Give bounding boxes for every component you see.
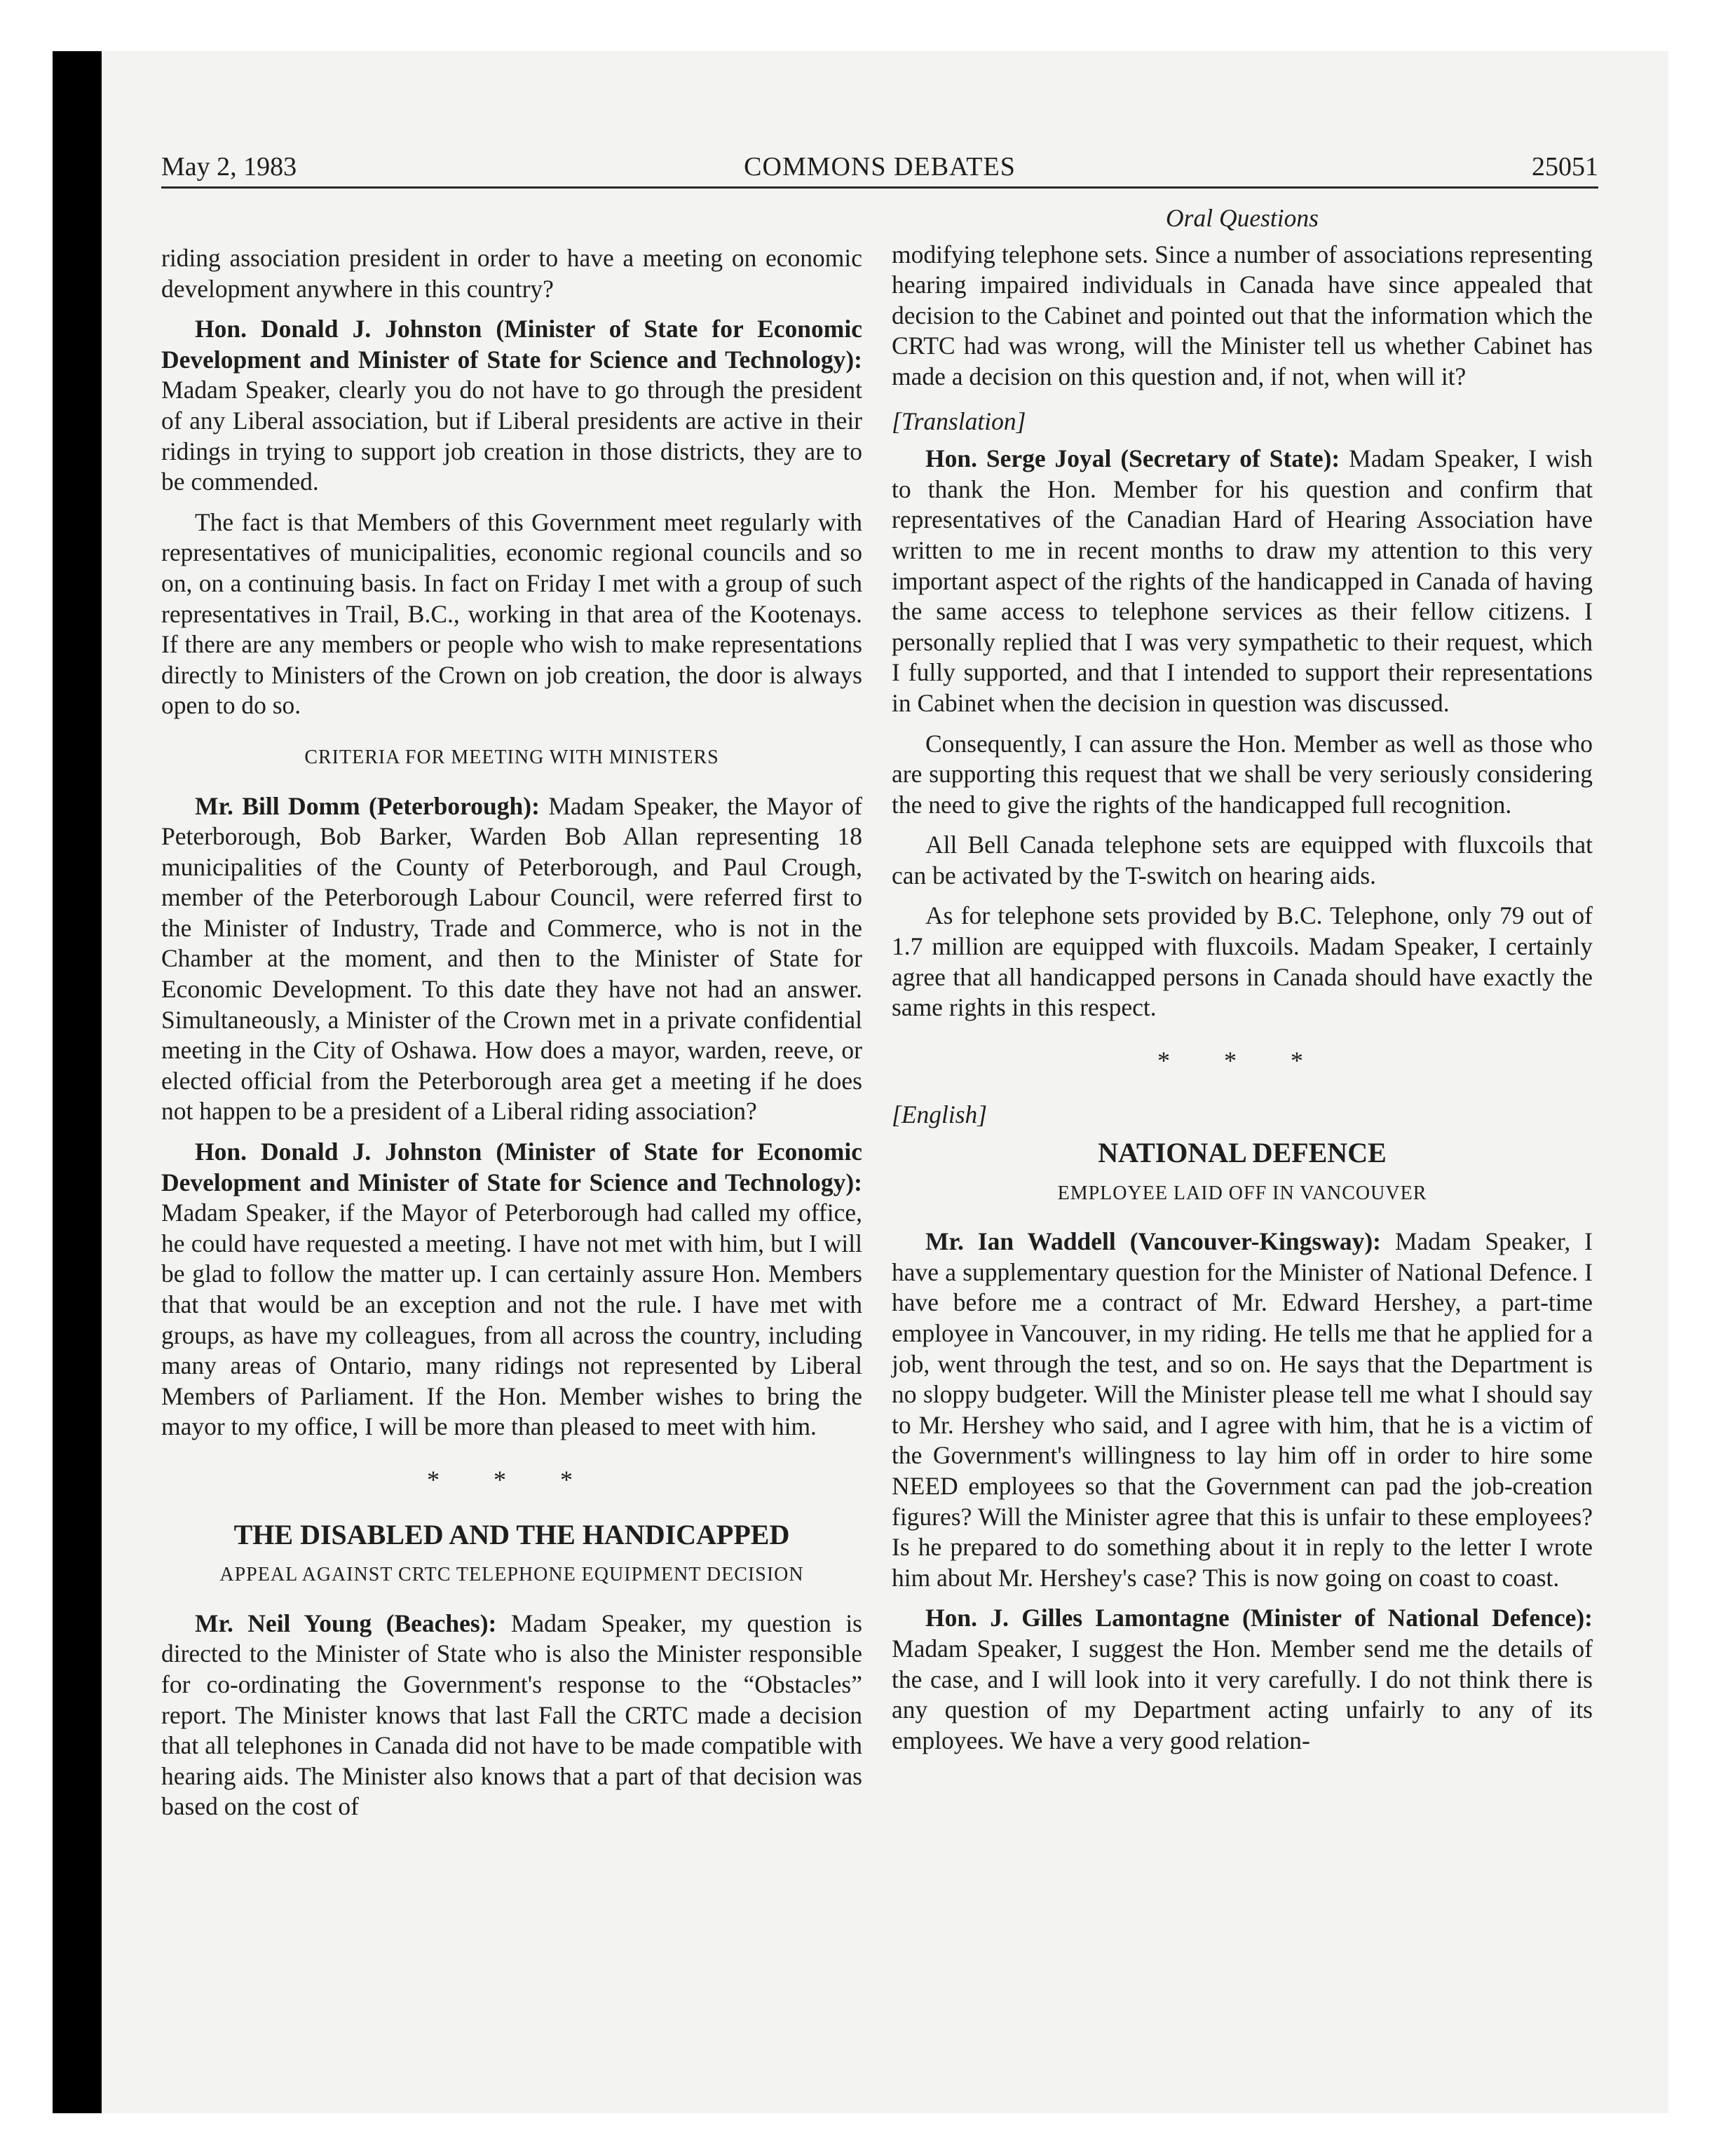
subheading: CRITERIA FOR MEETING WITH MINISTERS: [304, 746, 719, 768]
subheading: EMPLOYEE LAID OFF IN VANCOUVER: [1057, 1182, 1427, 1204]
paragraph: All Bell Canada telephone sets are equipped with fluxcoils that can be activated by the T-switch on hearing aids.: [892, 831, 1593, 889]
section-heading: NATIONAL DEFENCE: [1098, 1137, 1387, 1169]
paragraph: [161, 1137, 862, 1442]
speech-text: Madam Speaker, my question is directed to the Minister of State who is also the Minister responsible for co-ordinating the Government's response to the “Obstacles” report. The Minister knows that last Fall the CRTC made a decision that all telephones in Canada did not have to be made compatible with hearing aids. The Minister also knows that a part of that decision was based on the cost of: [161, 1609, 862, 1821]
paragraph: As for telephone sets provided by B.C. Telephone, only 79 out of 1.7 million are equipped with fluxcoils. Madam Speaker, I certainly agree that all handicapped persons in Canada should have exactly the same rights in this respect.: [892, 901, 1593, 1022]
page-number: 25051: [1532, 152, 1598, 182]
paragraph: [161, 1609, 862, 1822]
speaker-name: Mr. Neil Young (Beaches):: [195, 1609, 497, 1637]
speaker-name: Hon. Serge Joyal (Secretary of State):: [925, 444, 1340, 473]
speaker-name: Hon. J. Gilles Lamontagne (Minister of National Defence):: [925, 1604, 1593, 1632]
header-date: May 2, 1983: [161, 152, 297, 182]
speech-text: Madam Speaker, the Mayor of Peterborough, Bob Barker, Warden Bob Allan representing 18 municipalities of the County of Peterborough, and Paul Crough, member of the Peterborough Labour Council, were referred first to the Minister of Industry, Trade and Commerce, who is not in the Chamber at the moment, and then to the Minister of State for Economic Development. To this date they have not had an answer. Simultaneously, a Minister of the Crown met in a private confidential meeting in the City of Oshawa. How does a mayor, warden, reeve, or elected official from the Peterborough area get a meeting if he does not happen to be a president of a Liberal riding association?: [161, 791, 862, 1126]
speech-text: Madam Speaker, I suggest the Hon. Member send me the details of the case, and I will look into it very carefully. I do not think there is any question of my Department acting unfairly to any of its employees. We have a very good relation-: [892, 1634, 1593, 1754]
speaker-name: Hon. Donald J. Johnston (Minister of State for Economic Development and Minister of State for Science and Technology):: [161, 1138, 862, 1196]
paragraph: [892, 1603, 1593, 1756]
page-header: [161, 147, 1598, 189]
section-separator: * * *: [427, 1465, 597, 1494]
right-column: [892, 203, 1593, 1766]
paragraph: riding association president in order to have a meeting on economic development anywhere in this country?: [161, 244, 862, 303]
paragraph: [161, 314, 862, 498]
speaker-name: Mr. Ian Waddell (Vancouver-Kingsway):: [925, 1227, 1382, 1256]
language-marker: [English]: [892, 1100, 988, 1129]
paragraph: [892, 1227, 1593, 1593]
speech-text: Madam Speaker, clearly you do not have to go through the president of any Liberal association, but if Liberal presidents are active in their ridings in trying to support job creation in those districts, they are to be commended.: [161, 376, 862, 496]
speech-text: Madam Speaker, if the Mayor of Peterborough had called my office, he could have requested a meeting. I have not met with him, but I will be glad to follow the matter up. I can certainly assure Hon. Members that that would be an exception and not the rule. I have met with groups, as have my colleagues, from all across the country, including many areas of Ontario, many ridings not represented by Liberal Members of Parliament. If the Hon. Member wishes to bring the mayor to my office, I will be more than pleased to meet with him.: [161, 1199, 862, 1441]
speech-text: Madam Speaker, I wish to thank the Hon. Member for his question and confirm that representatives of the Canadian Hard of Hearing Association have written to me in recent months to draw my attention to this very important aspect of the rights of the handicapped in Canada of having the same access to telephone services as their fellow citizens. I personally replied that I was very sympathetic to their request, which I fully supported, and that I intended to support their representations in Cabinet when the decision in question was discussed.: [892, 444, 1593, 717]
paragraph: Consequently, I can assure the Hon. Member as well as those who are supporting this request that we shall be very seriously considering the need to give the rights of the handicapped full recognition.: [892, 729, 1593, 819]
section-separator: * * *: [1157, 1046, 1327, 1074]
speaker-name: Hon. Donald J. Johnston (Minister of State for Economic Development and Minister of State for Science and Technology):: [161, 315, 862, 374]
running-title: COMMONS DEBATES: [744, 152, 1016, 182]
speaker-name: Mr. Bill Domm (Peterborough):: [195, 791, 540, 820]
left-column: [161, 243, 862, 1832]
paragraph: modifying telephone sets. Since a number of associations representing hearing impaired individuals in Canada have since appealed that decision to the Cabinet and pointed out that the information which the CRTC had was wrong, will the Minister tell us whether Cabinet has made a decision on this question and, if not, when will it?: [892, 240, 1593, 390]
paragraph: [892, 444, 1593, 718]
paragraph: The fact is that Members of this Government meet regularly with representatives of municipalities, economic regional councils and so on, on a continuing basis. In fact on Friday I met with a group of such representatives in Trail, B.C., working in that area of the Kootenays. If there are any members or people who wish to make representations directly to Ministers of the Crown on job creation, the door is always open to do so.: [161, 507, 862, 720]
speech-text: Madam Speaker, I have a supplementary question for the Minister of National Defence. I have before me a contract of Mr. Edward Hershey, a part-time employee in Vancouver, in my riding. He tells me that he applied for a job, went through the test, and so on. He says that the Department is no sloppy budgeter. Will the Minister please tell me what I should say to Mr. Hershey who said, and I agree with him, that he is a victim of the Government's willingness to lay him off in order to hire some NEED employees so that the Government can pad the job-creation figures? Will the Minister agree that this is unfair to these employees? Is he prepared to do something about it in reply to the letter I wrote him about Mr. Hershey's case? This is now going on coast to coast.: [892, 1227, 1593, 1592]
section-title: Oral Questions: [1166, 204, 1319, 232]
section-heading: THE DISABLED AND THE HANDICAPPED: [233, 1518, 790, 1550]
paragraph: [161, 791, 862, 1128]
language-marker: [Translation]: [892, 407, 1026, 435]
subheading: APPEAL AGAINST CRTC TELEPHONE EQUIPMENT DECISION: [219, 1564, 804, 1586]
binding-edge: [53, 51, 102, 2113]
